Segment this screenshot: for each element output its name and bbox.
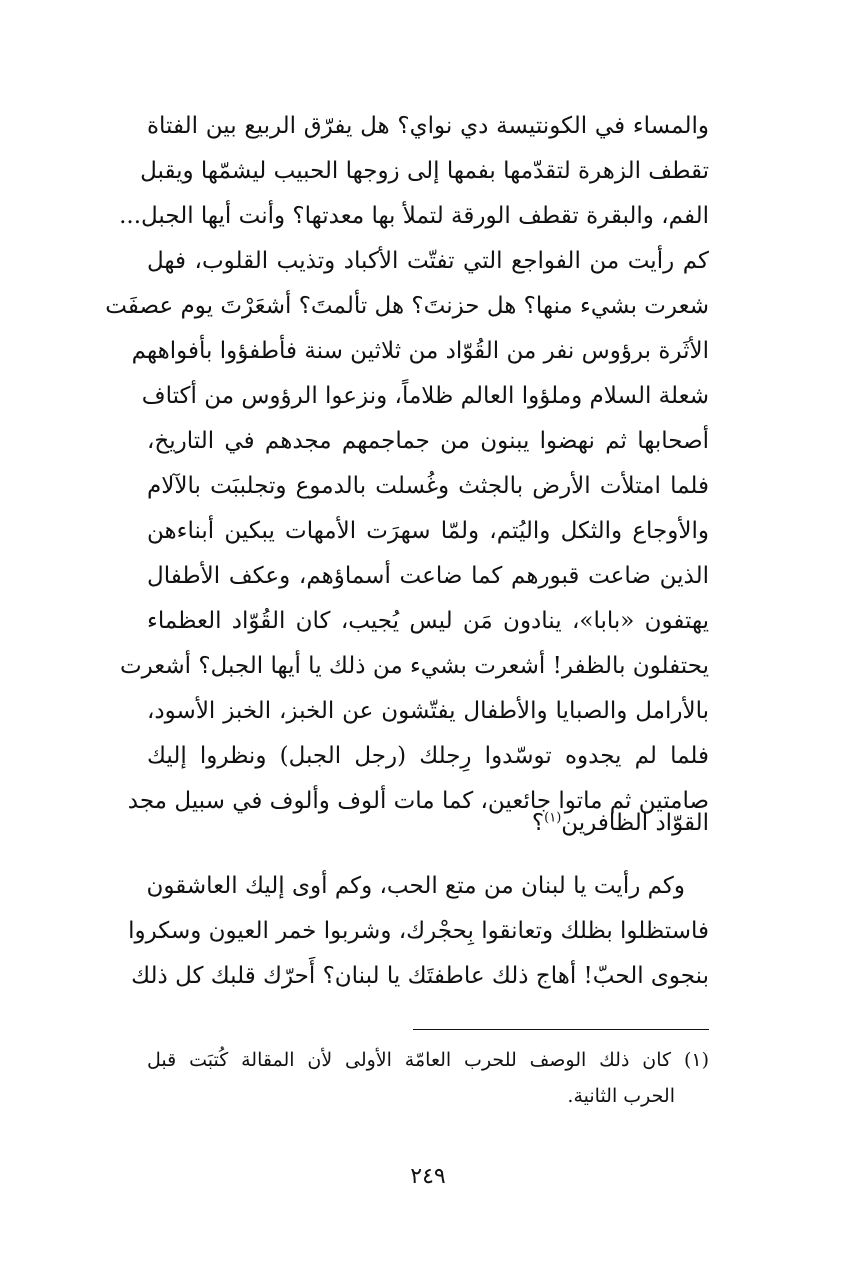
body-text-line: صامتين ثم ماتوا جائعين، كما مات ألوف وألوف في سبيل مجد [127, 788, 709, 814]
body-text-line: والمساء في الكونتيسة دي نواي؟ هل يفرّق الربيع بين الفتاة [147, 113, 709, 139]
body-text-line: فلما لم يجدوه توسّدوا رِجلك (رجل الجبل) ونظروا إليك [147, 743, 709, 769]
body-text-line: بالأرامل والصبايا والأطفال يفتّشون عن الخبز، الخبز الأسود، [147, 698, 709, 724]
question-mark: ؟ [531, 810, 545, 836]
body-text-line: بنجوى الحبّ! أهاج ذلك عاطفتَك يا لبنان؟ أَحرّك قلبك كل ذلك [131, 963, 709, 989]
body-text-line: والأوجاع والثكل واليُتم، ولمّا سهرَت الأمهات يبكين أبناءهن [147, 518, 709, 544]
body-text-line: شعلة السلام وملؤوا العالم ظلاماً، ونزعوا الرؤوس من أكتاف [141, 383, 709, 409]
footnote-separator [413, 1029, 709, 1030]
body-text-line: وكم رأيت يا لبنان من متع الحب، وكم أوى إليك العاشقون [146, 873, 685, 899]
body-text-line: يهتفون «بابا»، ينادون مَن ليس يُجيب، كان القُوّاد العظماء [147, 608, 709, 634]
body-text-line: كم رأيت من الفواجع التي تفتّت الأكباد وتذيب القلوب، فهل [147, 248, 709, 274]
body-text-line: تقطف الزهرة لتقدّمها بفمها إلى زوجها الحبيب ليشمّها ويقبل [140, 158, 709, 184]
body-text-last-line [147, 801, 709, 845]
body-text-line: شعرت بشيء منها؟ هل حزنتَ؟ هل تألمتَ؟ أشعَرْتَ يوم عصفَت [105, 293, 709, 319]
last-line-text: القوّاد الظافرين [561, 810, 709, 836]
body-text-line: الأثَرة برؤوس نفر من القُوّاد من ثلاثين سنة فأطفؤوا بأفواههم [131, 338, 709, 364]
footnote-text-line: الحرب الثانية. [567, 1085, 675, 1107]
body-text-line: يحتفلون بالظفر! أشعرت بشيء من ذلك يا أيها الجبل؟ أشعرت [119, 653, 709, 679]
page-number: ٢٤٩ [410, 1164, 446, 1189]
body-text-line: أصحابها ثم نهضوا يبنون من جماجمهم مجدهم في التاريخ، [147, 428, 709, 454]
body-text-line: الفم، والبقرة تقطف الورقة لتملأ بها معدتها؟ وأنت أيها الجبل... [119, 203, 709, 229]
footnote-text-line: (١) كان ذلك الوصف للحرب العامّة الأولى لأن المقالة كُتبَت قبل [147, 1049, 709, 1071]
body-text-line: فاستظلوا بظلك وتعانقوا بِحجْرك، وشربوا خمر العيون وسكروا [128, 918, 709, 944]
footnote-reference[interactable]: (١) [544, 810, 562, 826]
body-text-line: الذين ضاعت قبورهم كما ضاعت أسماؤهم، وعكف الأطفال [147, 563, 709, 589]
body-text-line: فلما امتلأت الأرض بالجثث وغُسلت بالدموع وتجلببَت بالآلام [147, 473, 709, 499]
